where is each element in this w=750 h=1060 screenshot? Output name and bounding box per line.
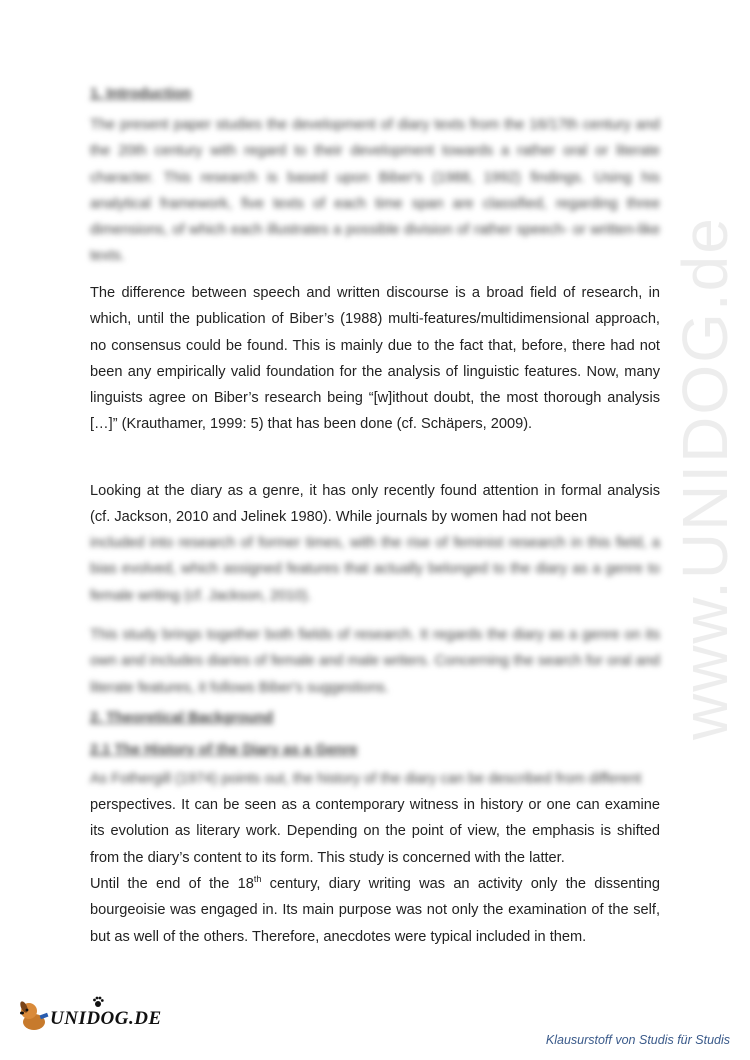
paragraph-difference: The difference between speech and written discourse is a broad field of research, in which, until the publication of Biber’s (1988) multi-features/multidimensional approach, no consensus could be found. This is mainly due to the fact that, before, there had not been any empirically valid foundation for the analysis of linguistic features. Now, many linguists agree on Biber’s research being “[w]ithout doubt, the most thorough analysis […]” (Krauthamer, 1999: 5) that has been done (cf. Schäpers, 2009).: [90, 285, 660, 433]
paw-icon: [92, 996, 104, 1008]
footer-tagline: Klausurstoff von Studis für Studis: [545, 1033, 730, 1047]
logo-text: UNIDOG.DE: [50, 1008, 162, 1029]
paragraph-study: This study brings together both fields of research. It regards the diary as a genre on its own and includes diaries of female and male writers. Concerning the search for oral and literate features, it follows Biber's suggestions.: [90, 627, 660, 696]
paragraph-diary-blurred: included into research of former times, with the rise of feminist research in this field, a bias evolved, which assigned features that actually belonged to the diary as a genre to female writing (cf. Jackson, 2010).: [90, 535, 660, 604]
paragraph-diary: Looking at the diary as a genre, it has only recently found attention in formal analysis (cf. Jackson, 2010 and Jelinek 1980). While journals by women had not been: [90, 483, 660, 526]
century-text-before: Until the end of the 18: [90, 876, 254, 892]
watermark: www.UNIDOG.de: [669, 216, 741, 740]
heading-theoretical-background: 2. Theoretical Background: [90, 710, 274, 726]
paragraph-century: [90, 871, 660, 950]
dog-icon: [16, 998, 52, 1034]
heading-history: 2.1 The History of the Diary as a Genre: [90, 742, 358, 758]
century-text-after: century, diary writing was an activity only the dissenting bourgeoisie was engaged in. Its main purpose was not only the examination of the self, but as well of the others. Therefore, anecdotes were typical included in them.: [90, 876, 661, 945]
intro-heading: 1. Introduction: [90, 86, 192, 102]
intro-paragraph: The present paper studies the development of diary texts from the 16/17th century and the 20th century with regard to their development towards a rather oral or literate character. This research is based upon Biber's (1988, 1992) findings. Using his analytical framework, five texts of each time span are classified, regarding three dimensions, of which each illustrates a possible division of rather speech- or written-like texts.: [90, 117, 660, 265]
unidog-logo[interactable]: [16, 996, 166, 1036]
century-superscript: th: [253, 874, 262, 885]
paragraph-history: perspectives. It can be seen as a contemporary witness in history or one can examine its evolution as literary work. Depending on the point of view, the emphasis is shifted from the diary’s content to its form. This study is concerned with the latter.: [90, 797, 660, 866]
paragraph-history-blurred: As Fothergill (1974) points out, the history of the diary can be described from different: [90, 771, 642, 787]
